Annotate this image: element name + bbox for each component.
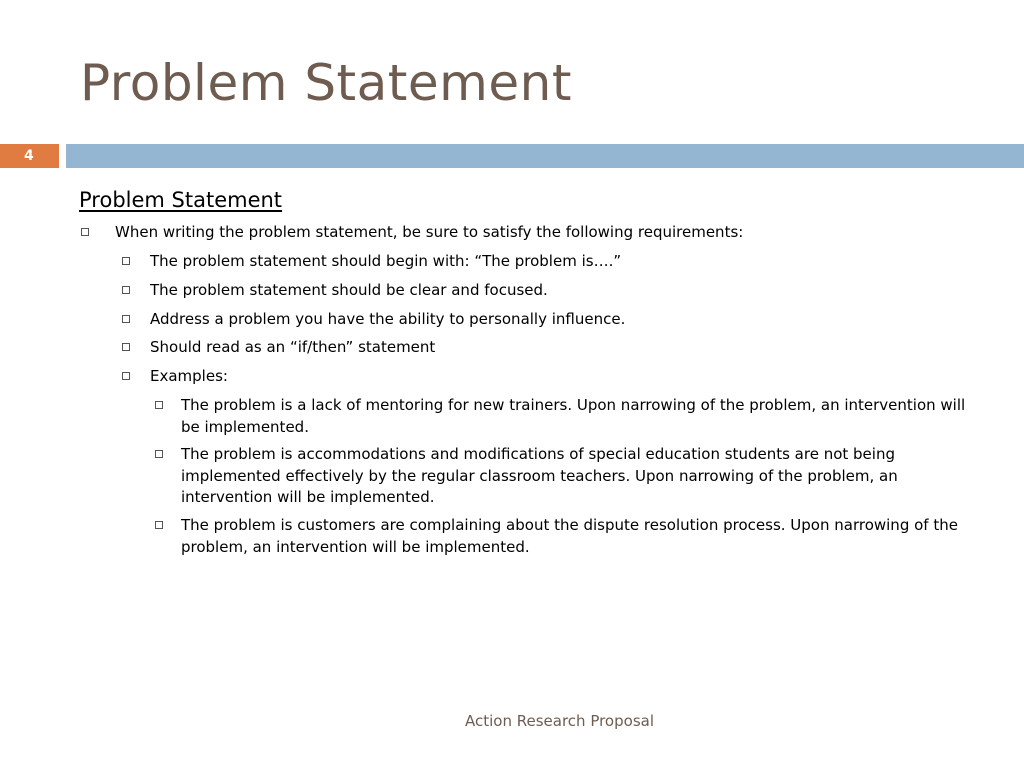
bullet-text: The problem is customers are complaining about the dispute resolution process. Upon narrowing of the problem, an intervention will be implemented.	[181, 516, 958, 556]
example-item	[181, 515, 971, 558]
bullet-text: Should read as an “if/then” statement	[150, 338, 436, 356]
square-bullet-icon	[122, 315, 130, 323]
example-item	[181, 395, 971, 438]
requirement-item	[150, 366, 990, 388]
square-bullet-icon	[122, 343, 130, 351]
square-bullet-icon	[122, 286, 130, 294]
square-bullet-icon	[155, 450, 163, 458]
bullet-text: The problem statement should begin with: “The problem is….”	[150, 252, 622, 270]
slide-title: Problem Statement	[80, 54, 572, 112]
bullet-intro	[115, 222, 995, 244]
requirement-item	[150, 251, 990, 273]
title-divider-bar	[66, 144, 1024, 168]
requirement-item	[150, 280, 990, 302]
square-bullet-icon	[122, 257, 130, 265]
bullet-text: The problem statement should be clear and focused.	[150, 281, 548, 299]
bullet-text: Examples:	[150, 367, 228, 385]
section-heading: Problem Statement	[79, 188, 283, 212]
square-bullet-icon	[122, 372, 130, 380]
requirement-item	[150, 337, 990, 359]
bullet-text: When writing the problem statement, be sure to satisfy the following requirements:	[115, 223, 744, 241]
square-bullet-icon	[155, 401, 163, 409]
requirement-item	[150, 309, 990, 331]
bullet-text: Address a problem you have the ability to personally influence.	[150, 310, 626, 328]
page-number: 4	[0, 144, 59, 168]
slide-footer: Action Research Proposal	[465, 712, 654, 730]
bullet-text: The problem is a lack of mentoring for new trainers. Upon narrowing of the problem, an intervention will be implemented.	[181, 396, 966, 436]
square-bullet-icon	[155, 521, 163, 529]
bullet-text: The problem is accommodations and modifications of special education students are not being implemented effectively by the regular classroom teachers. Upon narrowing of the problem, an intervention will be implemented.	[181, 445, 898, 506]
square-bullet-icon	[81, 228, 89, 236]
example-item	[181, 444, 971, 509]
